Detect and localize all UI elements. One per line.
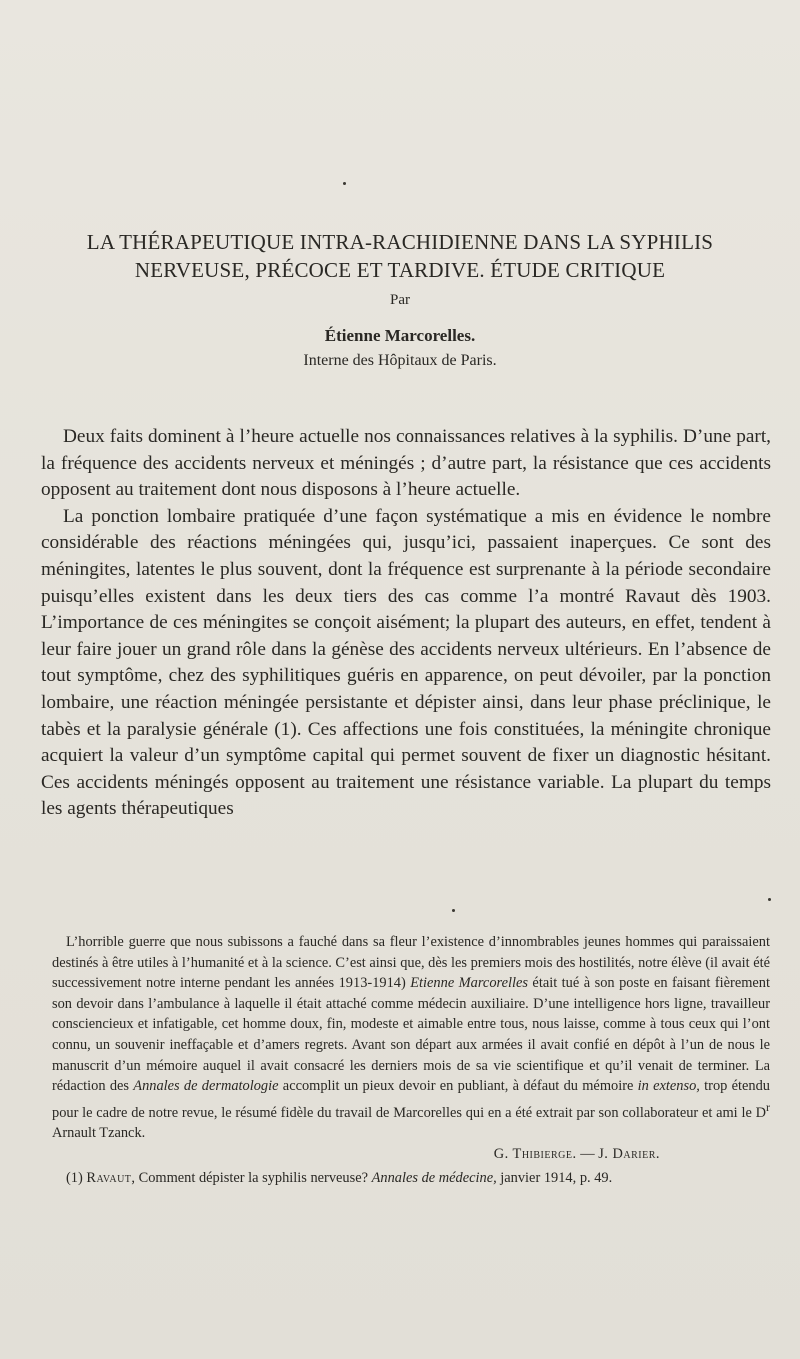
note-text-5: Arnault Tzanck. [52,1125,146,1142]
article-title [20,228,780,284]
signature-darier: J. Darier. [598,1145,660,1162]
note-text-1: L’horrible guerre que nous subissons a fauché dans sa fleur l’existence d’innombrables jeunes hommes qui paraissaient destinés à être utiles à l’humanité et à la science. C’est ainsi que, dès les premiers mois des hostilités, notre élève (il avait été successivement notre interne pendant les années 1913-1914) [52,934,770,992]
title-line-2: NERVEUSE, PRÉCOCE ET TARDIVE. ÉTUDE CRITIQUE [134,258,666,282]
note-text-4: trop étendu pour le cadre de notre revue, le résumé fidèle du travail de Marcorelles qui en a été extrait par son collaborateur et ami le D [52,1078,770,1121]
footnote-1 [52,1168,770,1189]
signature-separator: — [576,1145,599,1162]
title-line-1: LA THÉRAPEUTIQUE INTRA-RACHIDIENNE DANS LA SYPHILIS [86,230,714,254]
editorial-note [52,932,770,1189]
footnote-journal: Annales de médecine, [371,1170,497,1187]
note-italic-journal: Annales de dermatologie [133,1078,279,1095]
scan-speck [452,909,455,912]
note-text-2: était tué à son poste en faisant fièrement son devoir dans l’ambulance à laquelle il était attaché comme médecin auxiliaire. D’une intelligence hors ligne, travailleur consciencieux et infatigable, cet homme doux, fin, modeste et aimable entre tous, nous laisse, comme à tous ceux qui l’ont connu, un souvenir ineffaçable et d’amers regrets. Avant son départ aux armées il avait confié en dépôt à l’un de nous le manuscrit d’un mémoire auquel il avait consacré les derniers mois de sa vie scientifique et qu’il venait de terminer. La rédaction des [52,975,770,1095]
scan-speck [343,182,346,185]
author-affiliation: Interne des Hôpitaux de Paris. [303,352,497,369]
footnote-rest: janvier 1914, p. 49. [496,1170,613,1187]
footnote-marker: (1) [66,1170,87,1187]
scan-speck [768,898,771,901]
note-signature [52,1144,770,1165]
note-superscript: r [766,1099,770,1114]
author-name: Étienne Marcorelles. [324,326,476,345]
byline: Par [390,292,410,308]
footnote-text: , Comment dépister la syphilis nerveuse? [131,1170,372,1187]
body-paragraph-1: Deux faits dominent à l’heure actuelle nos connaissances relatives à la syphilis. D’une part, la fréquence des accidents nerveux et méningés ; d’autre part, la résistance que ces accidents opposent au traitement dont nous disposons à l’heure actuelle. [41,426,771,501]
note-paragraph [52,932,770,1144]
note-italic-name: Etienne Marcorelles [410,975,528,992]
note-italic-extenso: in extenso, [637,1078,700,1095]
body-paragraph-2: La ponction lombaire pratiquée d’une façon systématique a mis en évidence le nombre considérable des réactions méningées qui, jusqu’ici, passaient inaperçues. Ce sont des méningites, latentes le plus souvent, dont la fréquence est surprenante à la période secondaire puisqu’elles existent dans les deux tiers des cas comme l’a montré Ravaut dès 1903. L’importance de ces méningites se conçoit aisément; la plupart des auteurs, en effet, tendent à leur faire jouer un grand rôle dans la génèse des accidents nerveux ultérieurs. En l’absence de tout symptôme, chez des syphilitiques guéris en apparence, on peut dévoiler, par la ponction lombaire, une réaction méningée persistante et dépister ainsi, dans leur phase préclinique, le tabès et la paralysie générale (1). Ces affections une fois constituées, la méningite chronique acquiert la valeur d’un symptôme capital qui permet souvent de fixer un diagnostic hésitant. Ces accidents méningés opposent au traitement une résistance variable. La plupart du temps les agents thérapeutiques [41,505,771,820]
main-body [41,424,771,823]
footnote-author: Ravaut [86,1170,132,1187]
signature-thibierge: G. Thibierge. [493,1145,577,1162]
note-text-3: accomplit un pieux devoir en publiant, à défaut du mémoire [278,1078,638,1095]
